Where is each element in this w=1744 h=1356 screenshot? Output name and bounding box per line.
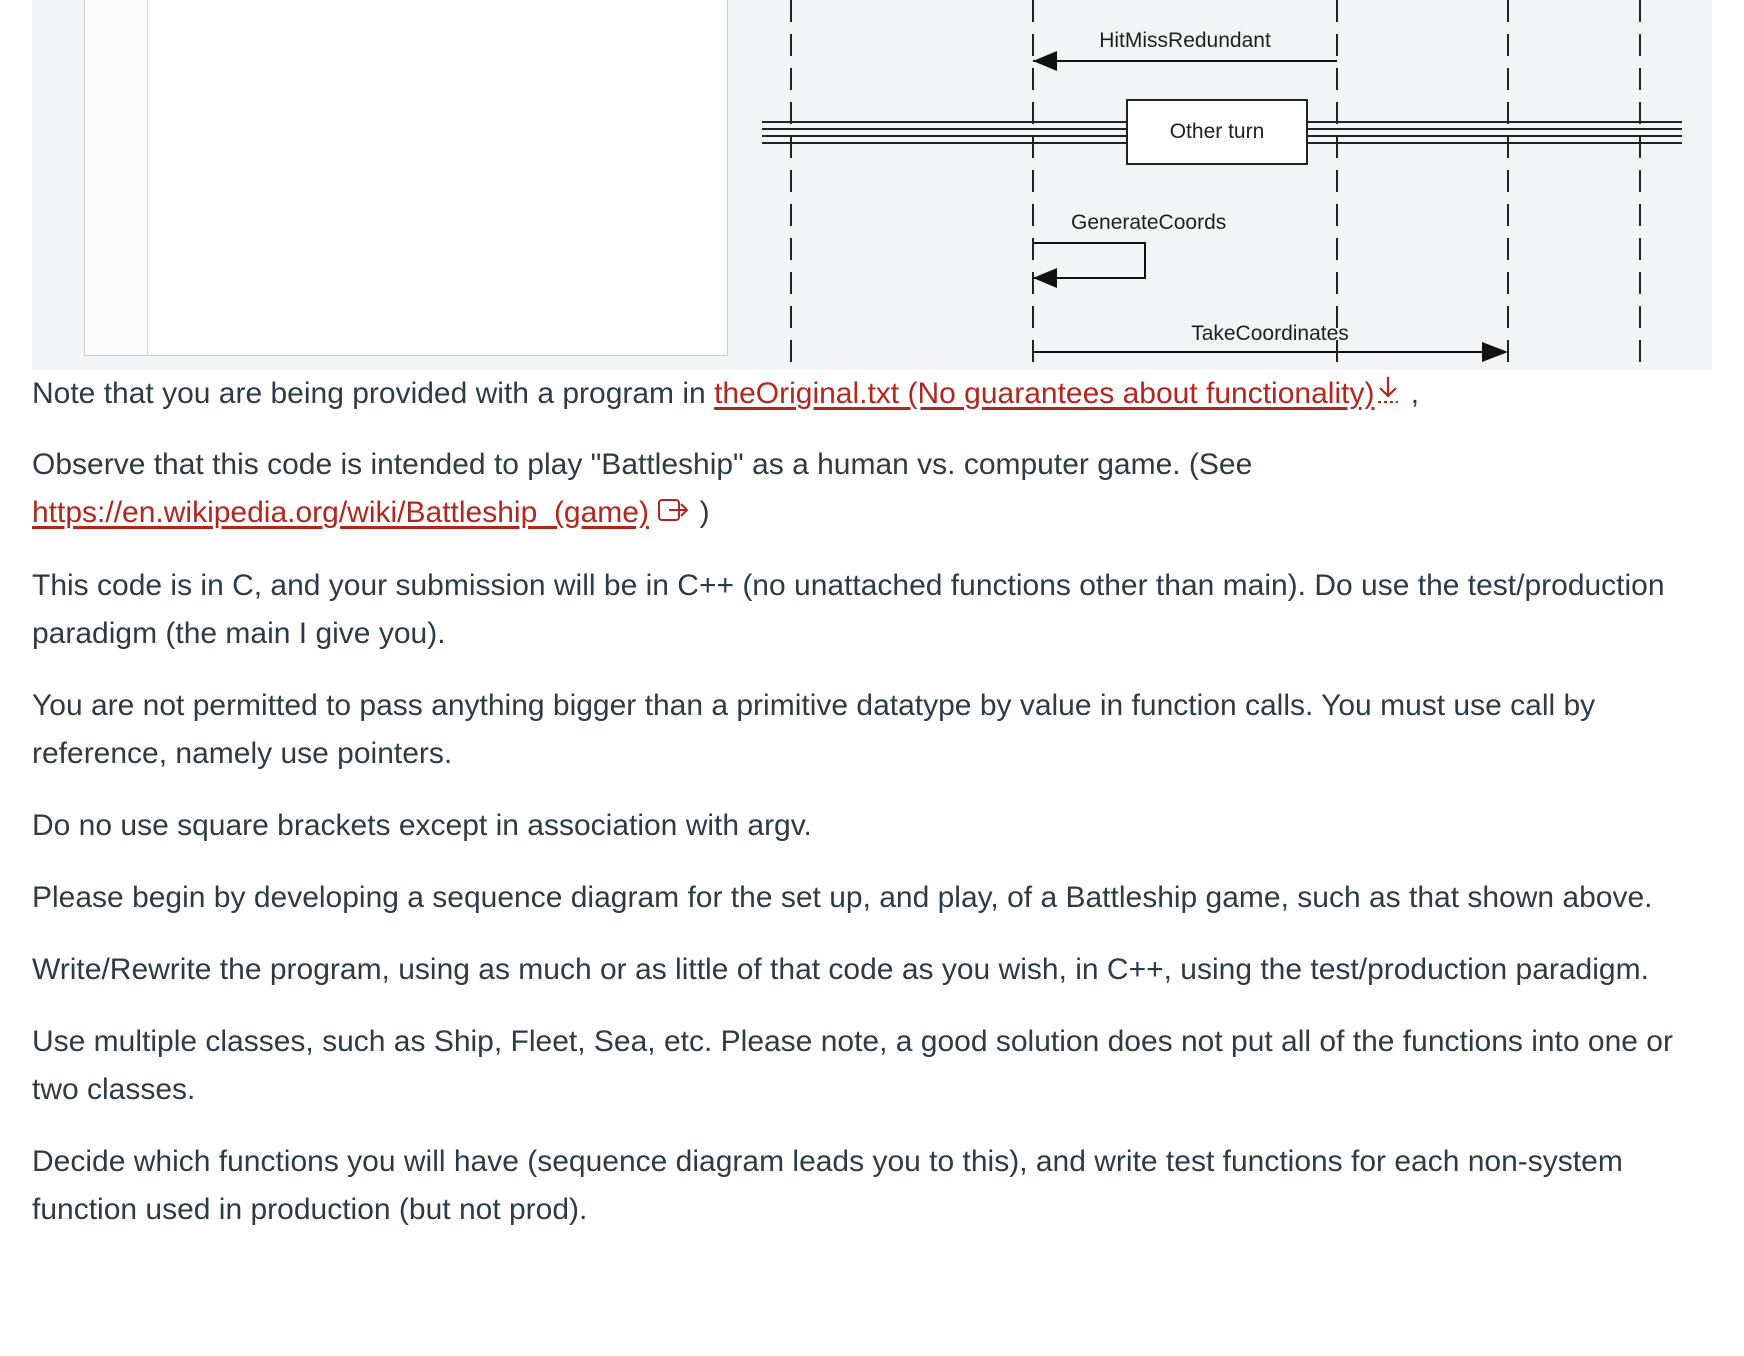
external-link-icon[interactable] — [657, 490, 691, 538]
msg-take-label: TakeCoordinates — [1191, 322, 1349, 345]
paragraph-observe: Observe that this code is intended to play "Battleship" as a human vs. computer game. (See https://en.wikipedia.org/wiki/Battleship_(game) ) — [32, 441, 1712, 538]
paragraph-original-program: Note that you are being provided with a program in theOriginal.txt (No guarantees about functionality) , — [32, 370, 1712, 419]
msg-hit-miss-label: HitMissRedundant — [1099, 29, 1271, 52]
msg-generate-label: GenerateCoords — [1071, 211, 1227, 234]
paragraph-square-brackets: Do no use square brackets except in association with argv. — [32, 809, 812, 843]
paragraph-sequence-diagram: Please begin by developing a sequence diagram for the set up, and play, of a Battleship game, such as that shown above. — [32, 881, 1653, 915]
other-turn-label: Other turn — [1169, 120, 1265, 143]
paragraph-classes: Use multiple classes, such as Ship, Fleet, Sea, etc. Please note, a good solution does not put all of the functions into one or two classes. — [32, 1025, 1673, 1107]
original-program-link[interactable]: theOriginal.txt (No guarantees about functionality) — [714, 377, 1375, 410]
paragraph-language: This code is in C, and your submission will be in C++ (no unattached functions other than main). Do use the test/production paradigm (the main I give you). — [32, 569, 1665, 651]
paragraph-test-functions: Decide which functions you will have (sequence diagram leads you to this), and write test functions for each non-system function used in production (but not prod). — [32, 1145, 1623, 1227]
wikipedia-link[interactable]: https://en.wikipedia.org/wiki/Battleship_(game) — [32, 496, 649, 530]
assignment-text — [32, 370, 1712, 1258]
paragraph-pass-by-reference: You are not permitted to pass anything bigger than a primitive datatype by value in function calls. You must use call by reference, namely use pointers. — [32, 689, 1596, 771]
sequence-diagram — [0, 0, 1744, 372]
paragraph-rewrite: Write/Rewrite the program, using as much or as little of that code as you wish, in C++, using the test/production paradigm. — [32, 953, 1649, 987]
download-icon[interactable] — [1374, 371, 1402, 419]
